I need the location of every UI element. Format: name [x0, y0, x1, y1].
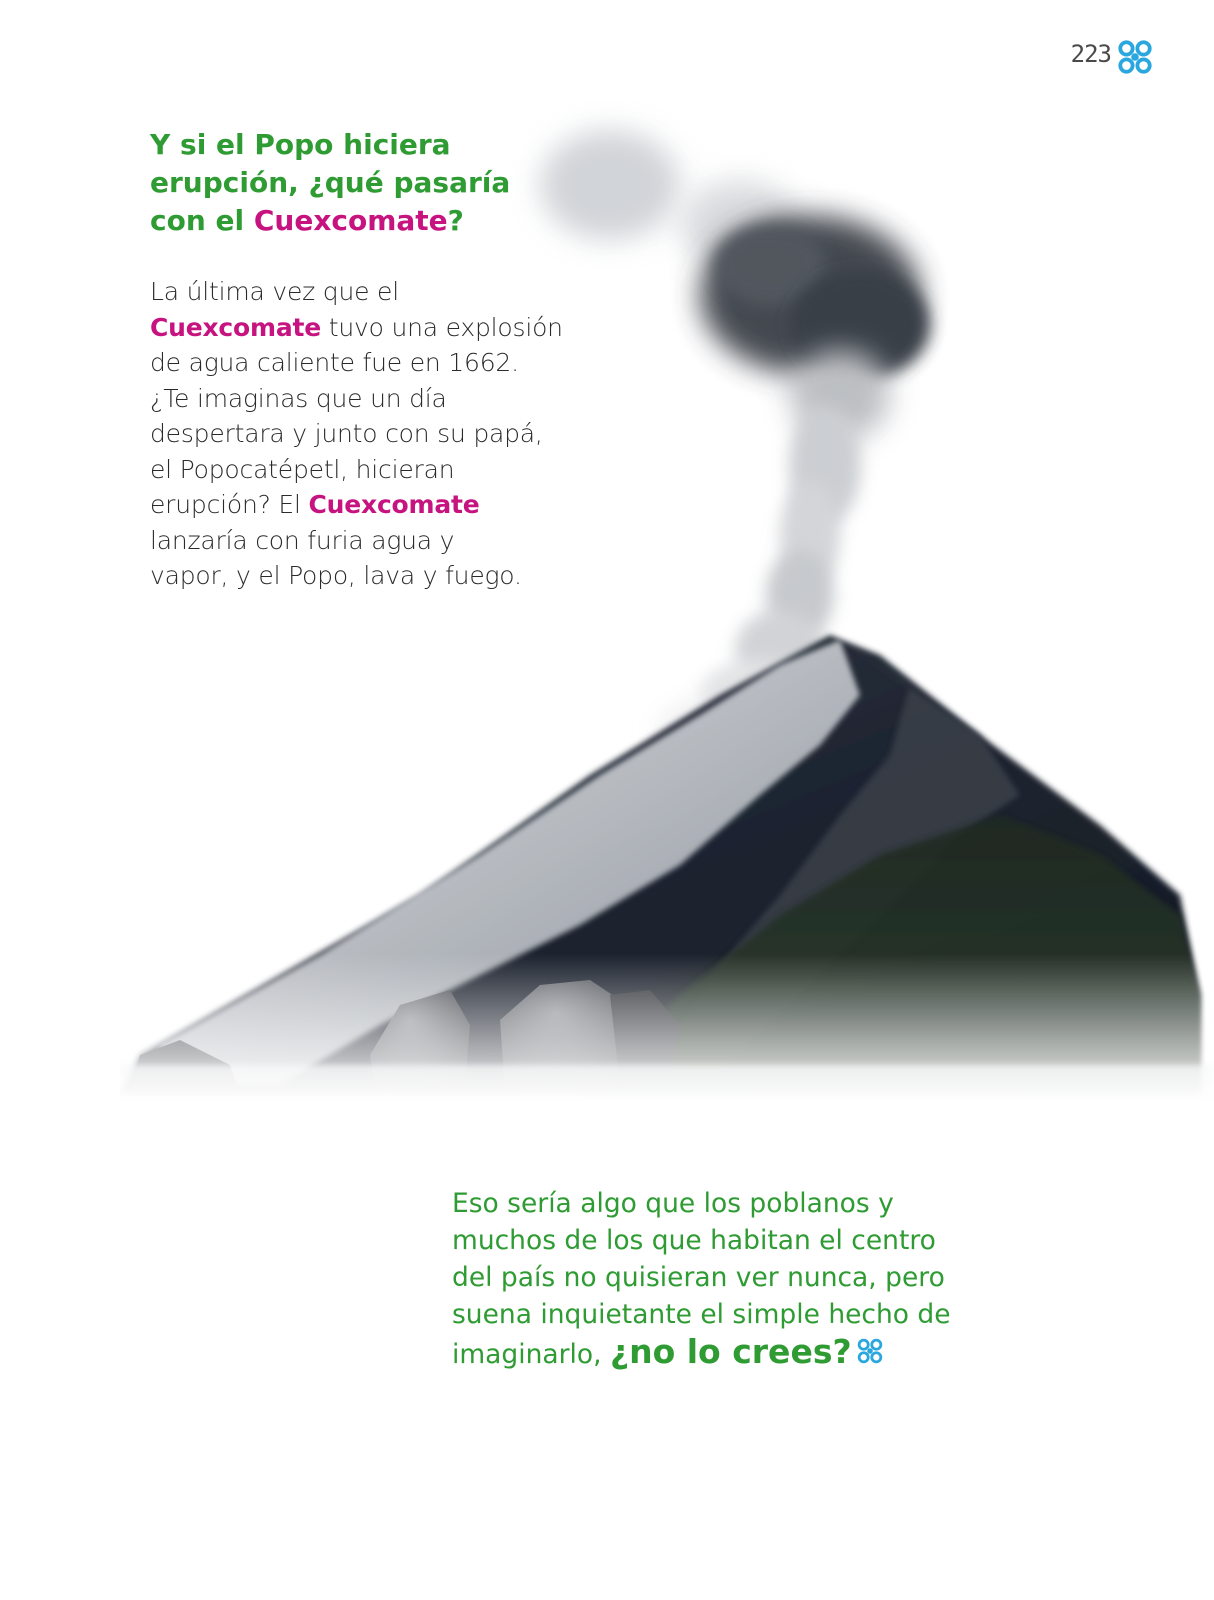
flower-icon [1116, 38, 1154, 76]
volcano-illustration [120, 95, 1214, 1105]
page-number: 223 [1070, 40, 1111, 68]
closing-paragraph: Eso sería algo que los poblanos y muchos de los que habitan el centro del país no quisieran ver nunca, pero suena inquietante el simple hecho de imaginarlo, ¿no lo crees? [452, 1188, 951, 1371]
section-title: Y si el Popo hiciera erupción, ¿qué pasaría con el Cuexcomate? [150, 128, 511, 237]
highlight-word: Cuexcomate [150, 312, 322, 342]
flower-icon [856, 1337, 884, 1365]
closing-emphasis: ¿no lo crees? [609, 1332, 852, 1371]
title-highlight: Cuexcomate [253, 204, 448, 237]
highlight-word: Cuexcomate [308, 490, 480, 519]
body-paragraph: La última vez que el Cuexcomate tuvo una explosión de agua caliente fue en 1662. ¿Te imaginas que un día despertara y junto con su papá, el Popocatépetl, hicieran erupción? El Cuexcomate lanzaría con furia agua y vapor, y el Popo, lava y fuego. [150, 277, 563, 590]
